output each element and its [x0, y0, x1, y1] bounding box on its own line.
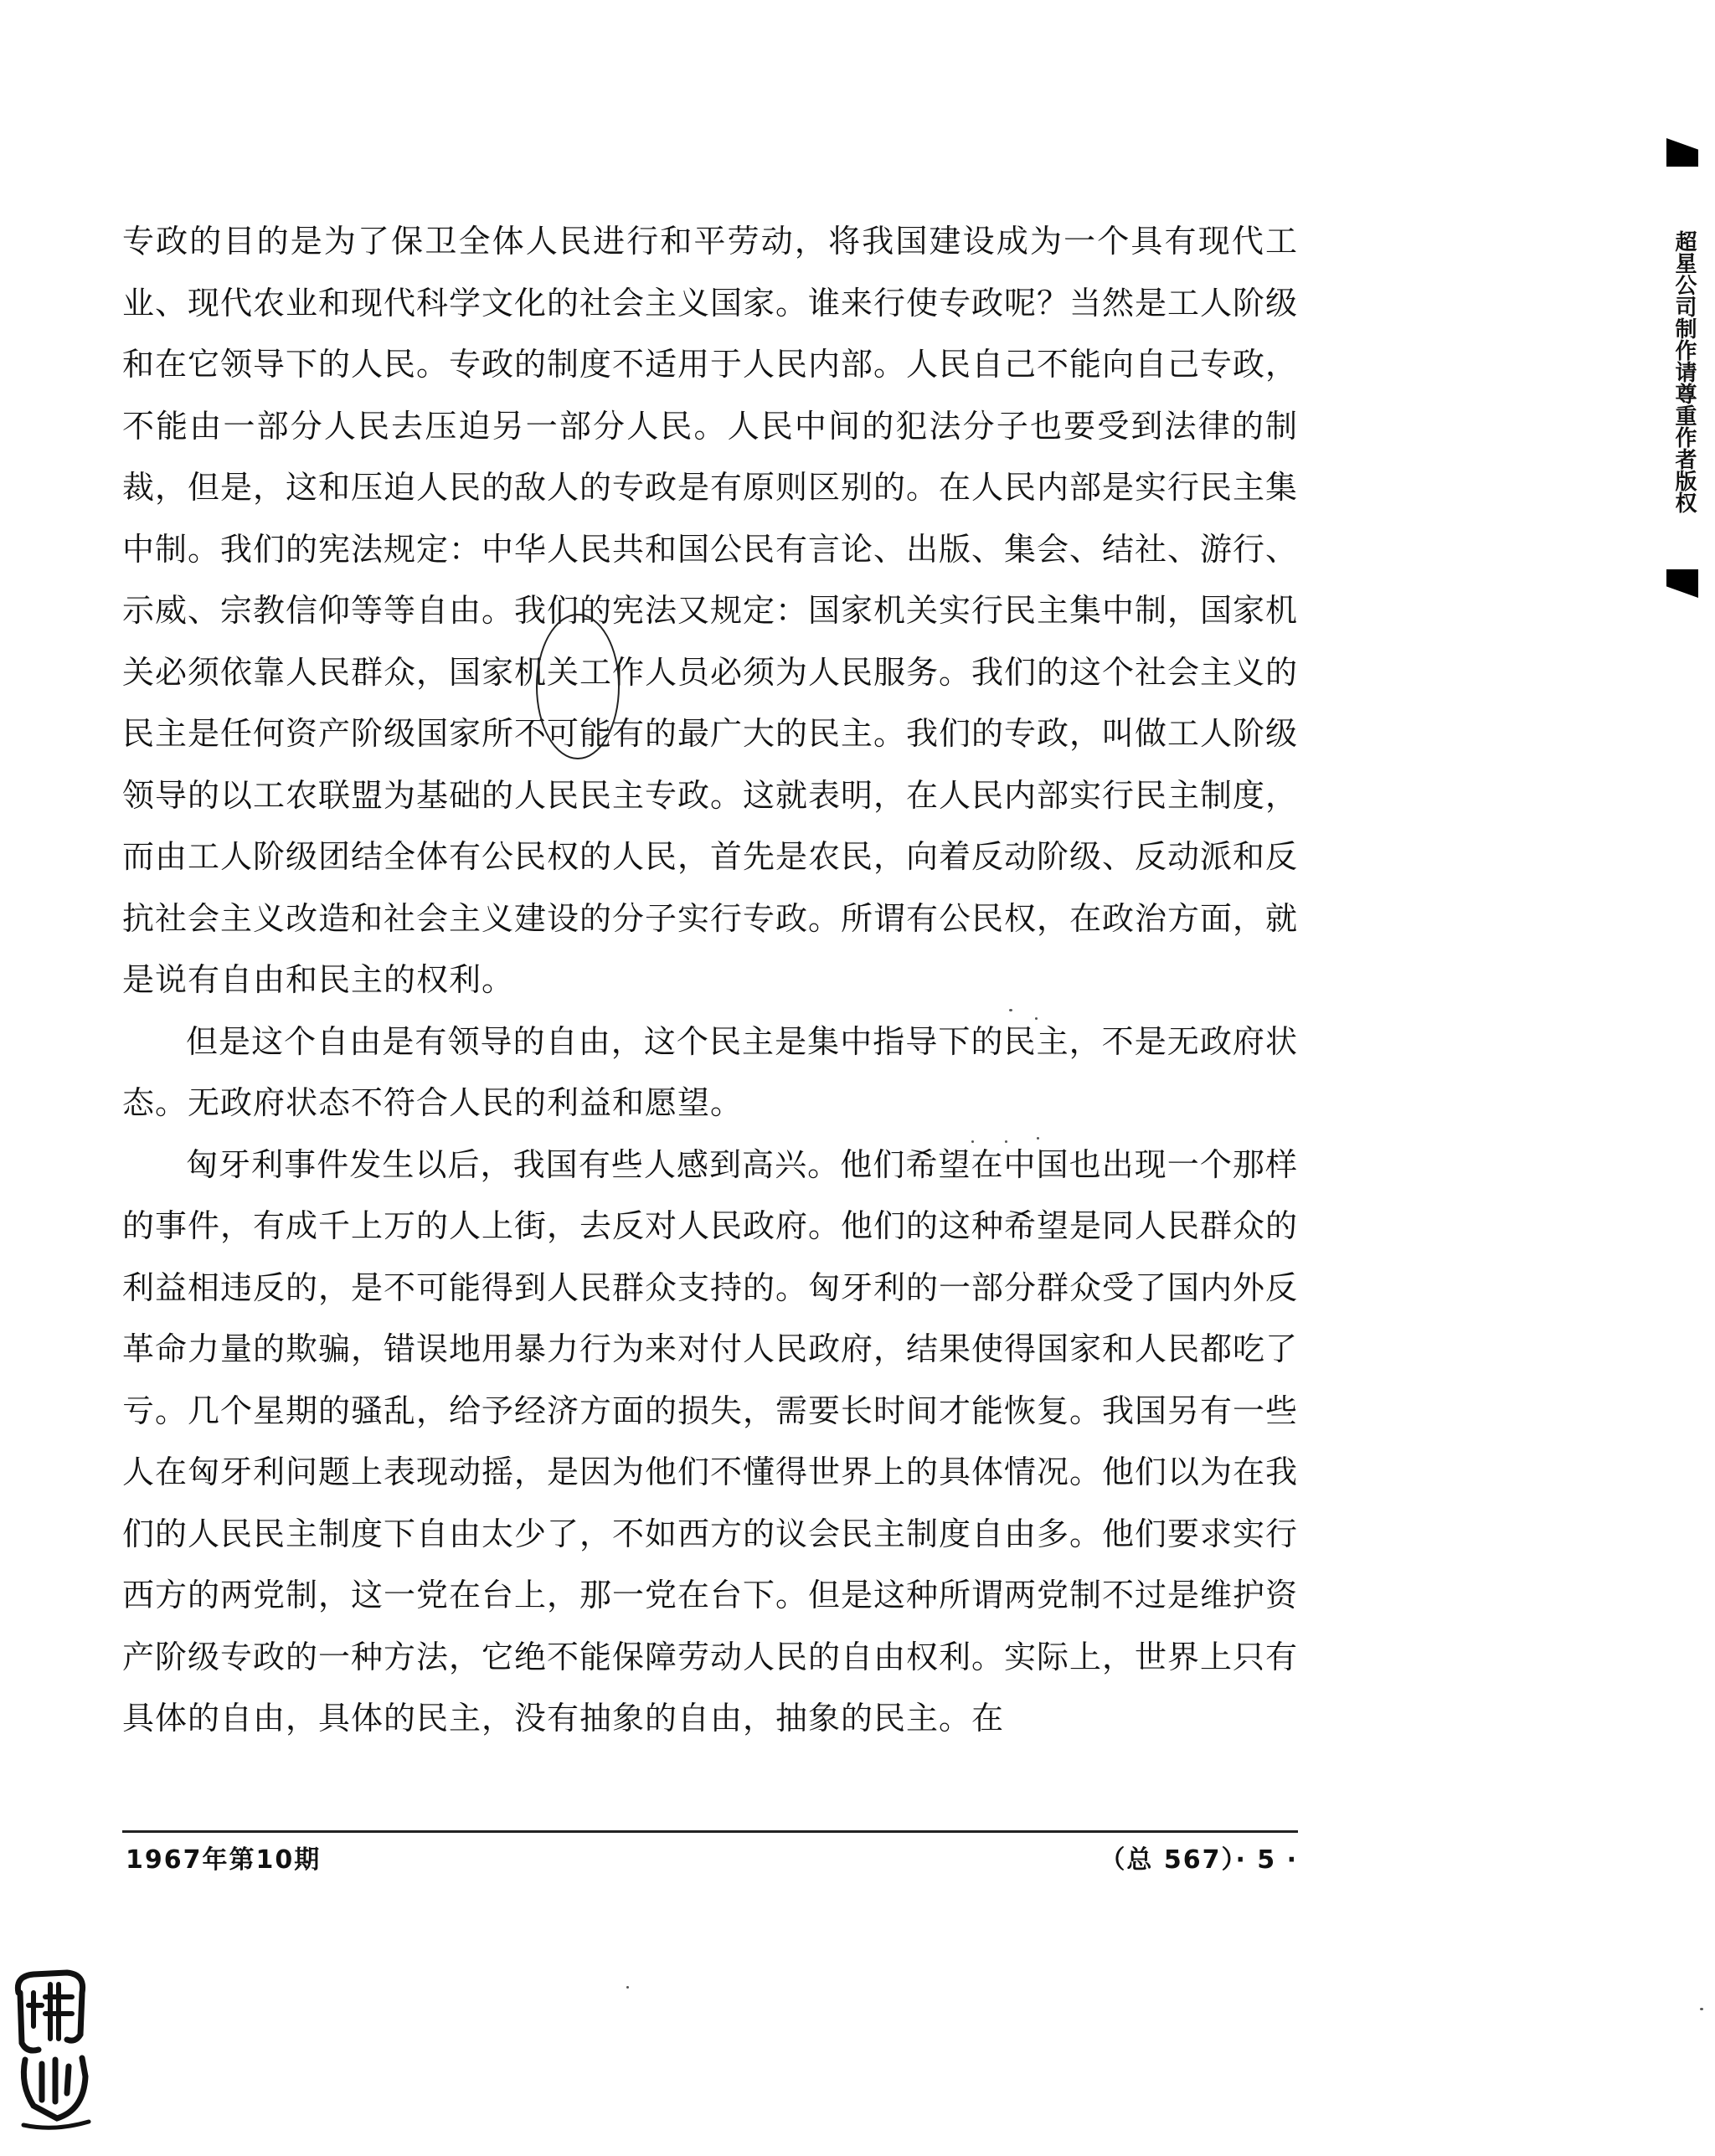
paragraph-2: 但是这个自由是有领导的自由，这个民主是集中指导下的民主，不是无政府状态。无政府状态不符合人民的利益和愿望。: [122, 1022, 1298, 1121]
scan-speck: [971, 1140, 974, 1143]
paragraph-1: 专政的目的是为了保卫全体人民进行和平劳动，将我国建设成为一个具有现代工业、现代农业和现代科学文化的社会主义国家。谁来行使专政呢？当然是工人阶级和在它领导下的人民。专政的制度不适用于人民内部。人民自己不能向自己专政，不能由一部分人民去压迫另一部分人民。人民中间的犯法分子也要受到法律的制裁，但是，这和压迫人民的敌人的专政是有原则区别的。在人民内部是实行民主集中制。我们的宪法规定：中华人民共和国公民有言论、出版、集会、结社、游行、示威、宗教信仰等等自由。我们的宪法又规定：国家机关实行民主集中制，国家机关必须依靠人民群众，国家机关工作人员必须为人民服务。我们的这个社会主义的民主是任何资产阶级国家所不可能有的最广大的民主。我们的专政，叫做工人阶级领导的以工农联盟为基础的人民民主专政。这就表明，在人民内部实行民主制度，而由工人阶级团结全体有公民权的人民，首先是农民，向着反动阶级、反动派和反抗社会主义改造和社会主义建设的分子实行专政。所谓有公民权，在政治方面，就是说有自由和民主的权利。: [122, 223, 1299, 998]
scan-speck: [1037, 1137, 1039, 1140]
footer-rule: [122, 1830, 1298, 1833]
scan-speck: [1700, 2008, 1703, 2010]
scan-speck: [1009, 1009, 1012, 1011]
issue-label: 1967年第10期: [126, 1845, 322, 1875]
watermark-bar-top: [1666, 138, 1698, 167]
page-number: （总 567）· 5 ·: [1100, 1845, 1298, 1875]
scan-speck: [1035, 1017, 1038, 1020]
copyright-watermark: [1663, 138, 1702, 599]
library-seal-stamp: [8, 1959, 100, 2135]
watermark-bar-bottom: [1666, 569, 1698, 598]
paragraph-3: 匈牙利事件发生以后，我国有些人感到高兴。他们希望在中国也出现一个那样的事件，有成千上万的人上街，去反对人民政府。他们的这种希望是同人民群众的利益相违反的，是不可能得到人民群众支持的。匈牙利的一部分群众受了国内外反革命力量的欺骗，错误地用暴力行为来对付人民政府，结果使得国家和人民都吃了亏。几个星期的骚乱，给予经济方面的损失，需要长时间才能恢复。我国另有一些人在匈牙利问题上表现动摇，是因为他们不懂得世界上的具体情况。他们以为在我们的人民民主制度下自由太少了，不如西方的议会民主制度自由多。他们要求实行西方的两党制，这一党在台上，那一党在台下。但是这种所谓两党制不过是维护资产阶级专政的一种方法，它绝不能保障劳动人民的自由权利。实际上，世界上只有具体的自由，具体的民主，没有抽象的自由，抽象的民主。在: [122, 1145, 1299, 1737]
body-text: [122, 211, 1298, 1750]
scan-speck: [626, 1986, 629, 1989]
scan-speck: [1005, 1140, 1007, 1143]
handwritten-circle-mark: [536, 614, 620, 759]
watermark-text: 超星公司制作请尊重作者版权: [1671, 230, 1697, 513]
